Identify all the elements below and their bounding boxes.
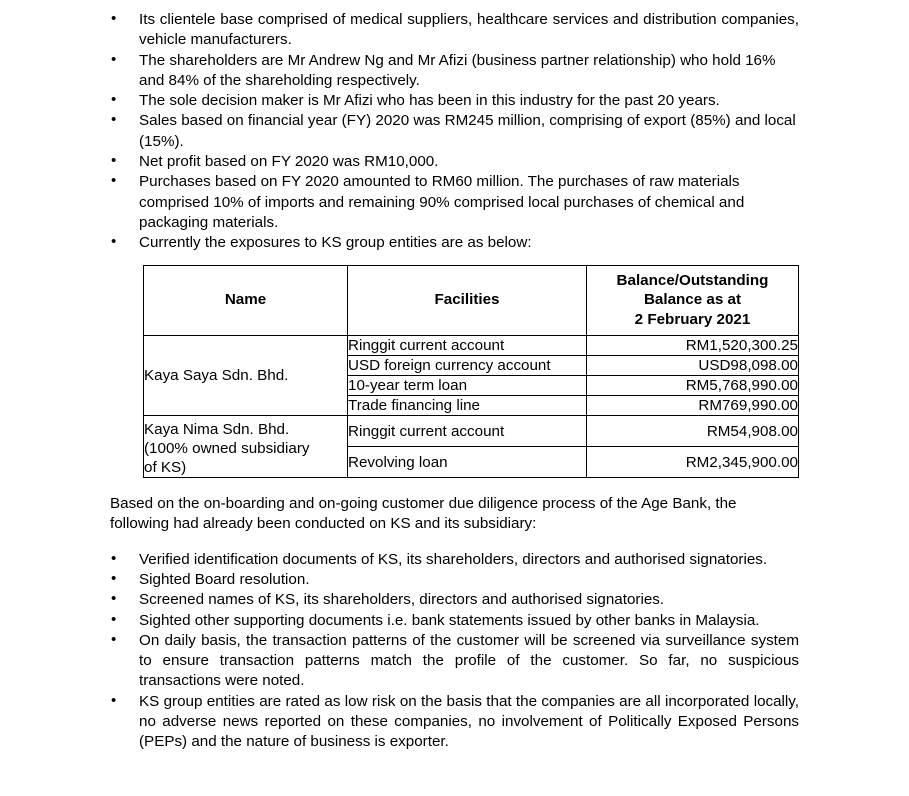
balance-cell: RM5,768,990.00: [587, 376, 799, 396]
intro-paragraph: Based on the on-boarding and on-going customer due diligence process of the Age Bank, the following had already been conducted on KS and its subsidiary:: [110, 495, 737, 533]
balance-cell: RM1,520,300.25: [587, 336, 799, 356]
list-item: • On daily basis, the transaction patterns of the customer will be screened via surveillance system to ensure transaction patterns match the profile of the customer. So far, no suspicious transactions were noted.: [110, 631, 799, 692]
facility-cell: Ringgit current account: [348, 416, 587, 447]
balance-header-line-2: Balance as at: [643, 291, 742, 309]
list-item: • The shareholders are Mr Andrew Ng and Mr Afizi (business partner relationship) who hold 16% and 84% of the shareholding respectively.: [110, 51, 799, 92]
table-row: [144, 336, 799, 356]
column-header-balance: [587, 265, 799, 336]
balance-header-line-1: Balance/Outstanding: [616, 271, 769, 289]
facility-cell: Revolving loan: [348, 447, 587, 478]
exposure-table-wrapper: [110, 265, 799, 479]
list-item: • Verified identification documents of KS, its shareholders, directors and authorised signatories.: [110, 550, 799, 570]
list-item: • Sighted Board resolution.: [110, 570, 799, 590]
entity-name-line-1: Kaya Nima Sdn. Bhd.: [144, 421, 290, 439]
entity-name-line-3: of KS): [144, 459, 187, 477]
bottom-bullet-list: [110, 550, 799, 753]
entity-name-kaya-nima: [144, 416, 348, 478]
column-header-name: Name: [144, 265, 348, 336]
list-item: • Sales based on financial year (FY) 2020 was RM245 million, comprising of export (85%) and local (15%).: [110, 111, 799, 152]
balance-cell: USD98,098.00: [587, 356, 799, 376]
spacer: [110, 535, 799, 550]
balance-cell: RM2,345,900.00: [587, 447, 799, 478]
balance-cell: RM769,990.00: [587, 396, 799, 416]
list-item: • The sole decision maker is Mr Afizi who has been in this industry for the past 20 years.: [110, 91, 799, 111]
entity-name-line-2: (100% owned subsidiary: [144, 440, 310, 458]
facility-cell: USD foreign currency account: [348, 356, 587, 376]
facility-cell: Trade financing line: [348, 396, 587, 416]
exposure-table: [143, 265, 799, 479]
table-header-row: [144, 265, 799, 336]
list-item: • Sighted other supporting documents i.e. bank statements issued by other banks in Malaysia.: [110, 611, 799, 631]
balance-cell: RM54,908.00: [587, 416, 799, 447]
list-item: • Screened names of KS, its shareholders, directors and authorised signatories.: [110, 590, 799, 610]
facility-cell: 10-year term loan: [348, 376, 587, 396]
list-item: • Its clientele base comprised of medical suppliers, healthcare services and distribution companies, vehicle manufacturers.: [110, 10, 799, 51]
list-item: • Currently the exposures to KS group entities are as below:: [110, 233, 799, 253]
facility-cell: Ringgit current account: [348, 336, 587, 356]
top-bullet-list: [110, 10, 799, 254]
table-row: [144, 416, 799, 447]
list-item: • KS group entities are rated as low risk on the basis that the companies are all incorporated locally, no adverse news reported on these companies, no involvement of Politically Exposed Persons (PEPs) and the nature of business is exporter.: [110, 692, 799, 753]
list-item: • Purchases based on FY 2020 amounted to RM60 million. The purchases of raw materials comprised 10% of imports and remaining 90% comprised local purchases of chemical and packaging materials.: [110, 172, 799, 233]
column-header-facilities: Facilities: [348, 265, 587, 336]
balance-header-line-3: 2 February 2021: [634, 310, 751, 328]
list-item: • Net profit based on FY 2020 was RM10,000.: [110, 152, 799, 172]
entity-name-kaya-saya: Kaya Saya Sdn. Bhd.: [144, 336, 348, 416]
